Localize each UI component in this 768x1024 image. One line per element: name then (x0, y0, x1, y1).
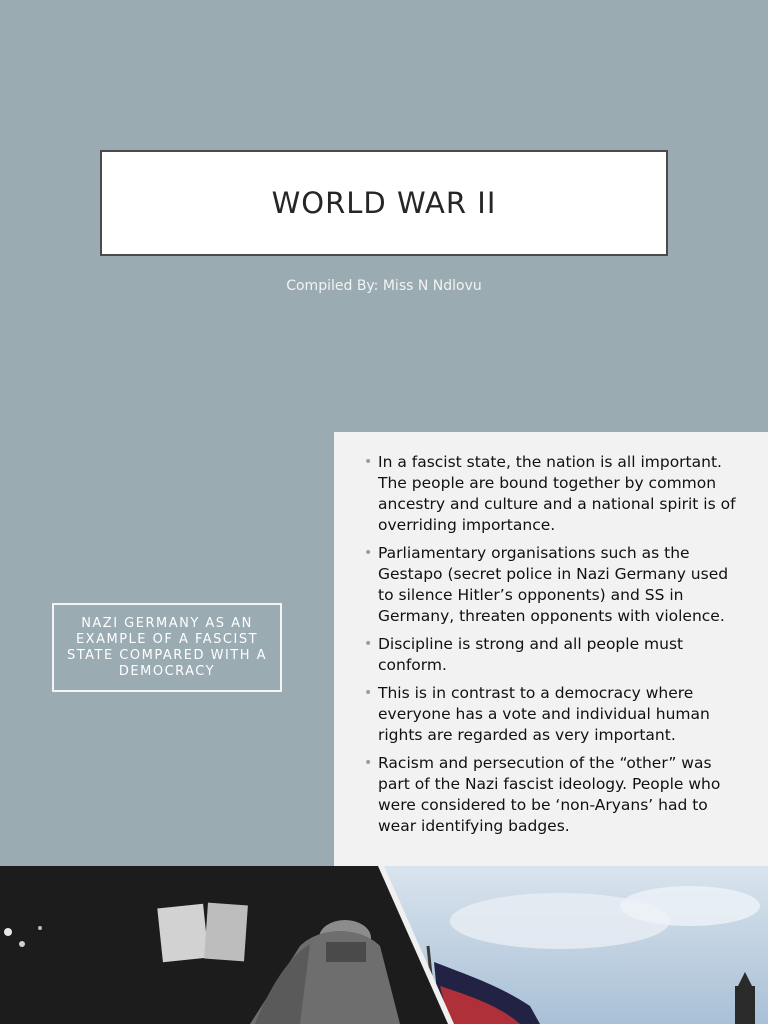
bullet-item (364, 452, 746, 536)
bullet-text: Racism and persecution of the “other” was part of the Nazi fascist ideology. People who were considered to be ‘non-Aryans’ had to wear identifying badges. (378, 754, 721, 835)
title-slide (0, 0, 768, 432)
bullet-item (364, 683, 746, 746)
bullet-dot-icon: • (364, 545, 373, 561)
bullet-item (364, 634, 746, 676)
content-slide (0, 432, 768, 1024)
bullet-dot-icon: • (364, 636, 373, 652)
bullet-text: In a fascist state, the nation is all important. The people are bound together by common ancestry and culture and a national spirit is of overriding importance. (378, 453, 736, 534)
slide-subtitle: Compiled By: Miss N Ndlovu (286, 278, 482, 294)
bullet-text: This is in contrast to a democracy where everyone has a vote and individual human rights are regarded as very important. (378, 684, 710, 744)
section-label: NAZI GERMANY AS AN EXAMPLE OF A FASCIST STATE COMPARED WITH A DEMOCRACY (52, 603, 282, 692)
bullet-dot-icon: • (364, 454, 373, 470)
soldier-photo (0, 866, 450, 1024)
title-box (100, 150, 668, 256)
bullet-dot-icon: • (364, 685, 373, 701)
bullet-dot-icon: • (364, 755, 373, 771)
bullet-text: Discipline is strong and all people must conform. (378, 635, 684, 674)
bullet-text: Parliamentary organisations such as the Gestapo (secret police in Nazi Germany used to silence Hitler’s opponents) and SS in Germany, threaten opponents with violence. (378, 544, 729, 625)
photo-strip (0, 866, 768, 1024)
bullet-panel (334, 432, 768, 866)
slide-title: WORLD WAR II (271, 186, 497, 220)
bullet-item (364, 543, 746, 627)
historic-photo-soldier (0, 866, 768, 1024)
bullet-item (364, 753, 746, 837)
bullet-list (334, 432, 768, 837)
